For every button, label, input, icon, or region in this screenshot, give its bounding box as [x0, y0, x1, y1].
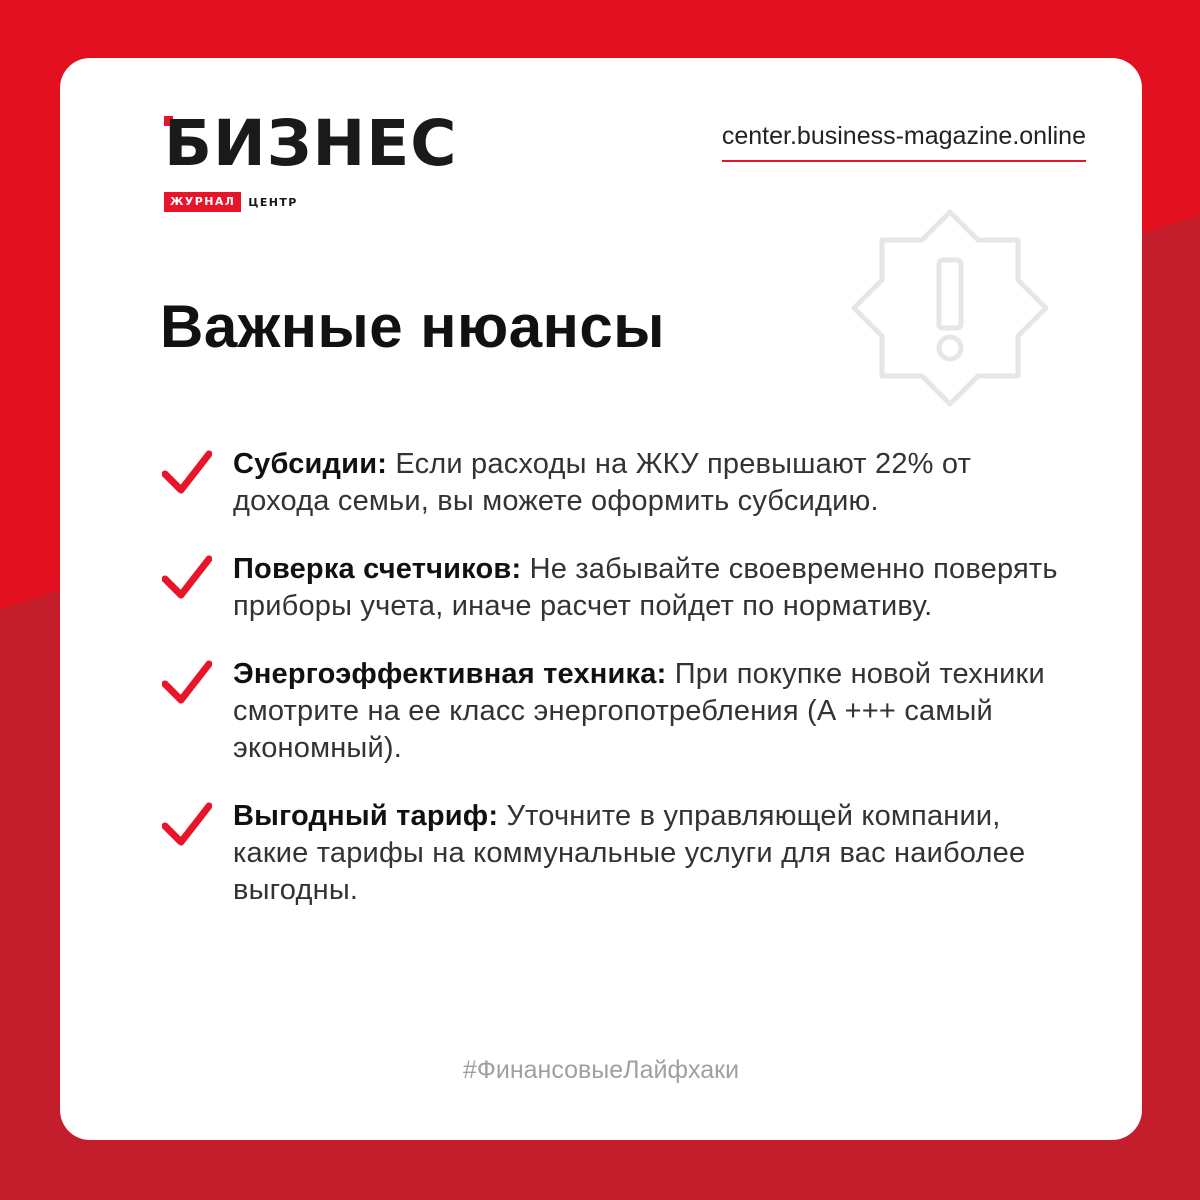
list-item-text	[233, 656, 1060, 767]
list-item-heading: Субсидии:	[233, 448, 388, 480]
list-item-body: Не забывайте своевременно поверять приборы учета, иначе расчет пойдет по нормативу.	[233, 553, 1058, 622]
brand-logo	[164, 107, 494, 222]
checkmark-icon	[162, 450, 212, 494]
logo-subtitle-text: ЦЕНТР	[248, 195, 298, 209]
checkmark-icon	[162, 660, 212, 704]
list-item-text	[233, 551, 1060, 625]
list-item-heading: Выгодный тариф:	[233, 800, 499, 832]
site-url-link[interactable]: center.business-magazine.online	[722, 122, 1086, 162]
list-item	[160, 446, 1060, 520]
list-item-heading: Энергоэффективная техника:	[233, 658, 667, 690]
checkmark-icon	[162, 555, 212, 599]
page-title: Важные нюансы	[160, 293, 665, 360]
logo-subtitle	[164, 192, 298, 212]
list-item-body: При покупке новой техники смотрите на ее класс энергопотребления (А +++ самый экономный).	[233, 658, 1045, 764]
list-item-body: Уточните в управляющей компании, какие тарифы на коммунальные услуги для вас наиболее выгодны.	[233, 800, 1026, 906]
list-item-text	[233, 446, 1060, 520]
list-item-body: Если расходы на ЖКУ превышают 22% от дохода семьи, вы можете оформить субсидию.	[233, 448, 972, 517]
warning-badge-icon	[850, 208, 1050, 408]
logo-badge: ЖУРНАЛ	[164, 192, 241, 212]
list-item	[160, 551, 1060, 625]
list-item-text	[233, 798, 1060, 909]
logo-wordmark: БИЗНЕС	[164, 107, 458, 180]
content-card	[60, 58, 1142, 1140]
list-item-heading: Поверка счетчиков:	[233, 553, 522, 585]
hashtag: #ФинансовыеЛайфхаки	[462, 1056, 740, 1084]
list-item	[160, 656, 1060, 767]
tips-list	[160, 446, 1060, 909]
list-item	[160, 798, 1060, 909]
checkmark-icon	[162, 802, 212, 846]
